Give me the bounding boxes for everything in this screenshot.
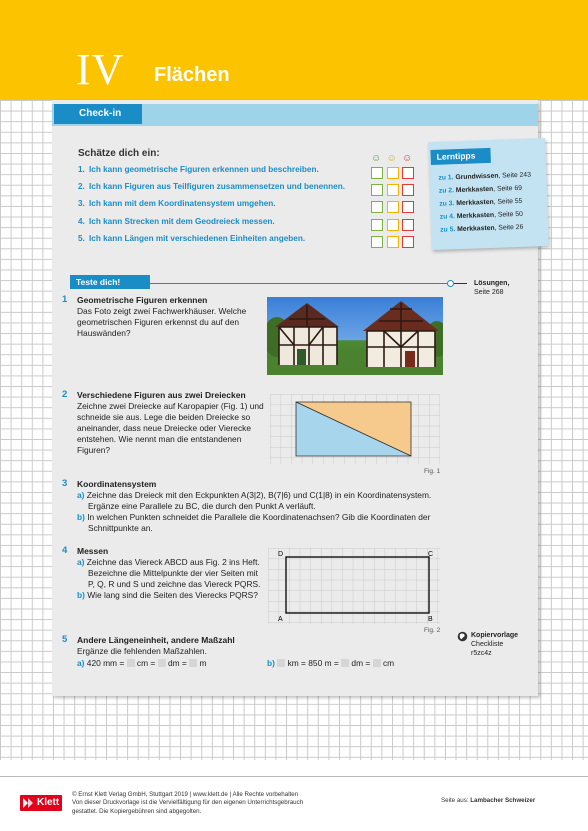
figure-2-quadrilateral	[268, 548, 440, 624]
smiley-happy-icon: ☺	[371, 153, 382, 164]
checklist-item: 1. Ich kann geometrische Figuren erkennen und beschreiben.	[78, 165, 319, 174]
footer-copyright: © Ernst Klett Verlag GmbH, Stuttgart 2019 | www.klett.de | Alle Rechte vorbehalten Von dieser Druckvorlage ist die Vervielfältigung für den eigenen Unterrichtsgebrauch gestattet. Die Kopiergebühren sind abgegolten.	[72, 791, 304, 815]
checkbox-medium[interactable]	[387, 201, 399, 213]
klett-logo: Klett	[20, 795, 62, 811]
checklist-item: 5. Ich kann Längen mit verschiedenen Einheiten angeben.	[78, 233, 306, 243]
checkbox-good[interactable]	[371, 201, 383, 213]
tip-item: zu 2. Merkkasten, Seite 69	[438, 184, 523, 195]
checklist-item: 3. Ich kann mit dem Koordinatensystem umgehen.	[78, 199, 276, 209]
assessment-checkboxes	[371, 166, 418, 252]
blank-box[interactable]	[158, 659, 166, 667]
task-3-title: Koordinatensystem	[77, 479, 157, 489]
figure-1-triangles	[270, 394, 440, 464]
checkbox-poor[interactable]	[402, 219, 414, 231]
rule-tick	[454, 283, 467, 284]
blank-box[interactable]	[373, 659, 381, 667]
smiley-sad-icon: ☺	[402, 153, 413, 164]
tip-item: zu 5. Merkkasten, Seite 26	[440, 223, 524, 234]
corner-d-label: D	[278, 551, 284, 558]
self-assessment-list	[78, 165, 345, 251]
checkbox-medium[interactable]	[387, 236, 399, 248]
lerntipps-card	[428, 138, 549, 250]
blank-box[interactable]	[189, 659, 197, 667]
task-5-text: Ergänze die fehlenden Maßzahlen.	[77, 646, 207, 656]
task-5-number: 5	[62, 634, 68, 645]
task-1-text: Das Foto zeigt zwei Fachwerkhäuser. Welche geometrischen Figuren erkennst du auf den Hauswänden?	[77, 306, 247, 338]
task-4-title: Messen	[77, 546, 109, 556]
checkbox-good[interactable]	[371, 236, 383, 248]
task-3-number: 3	[62, 478, 68, 489]
task-1-number: 1	[62, 294, 68, 305]
checkbox-good[interactable]	[371, 219, 383, 231]
blank-box[interactable]	[127, 659, 135, 667]
chapter-number: IV	[76, 45, 125, 94]
footer-source: Seite aus: Lambacher Schweizer	[441, 797, 536, 804]
corner-c-label: C	[428, 551, 434, 558]
solutions-reference: Lösungen, Seite 268	[474, 280, 510, 296]
estimate-title: Schätze dich ein:	[78, 148, 160, 159]
rule-end-circle-icon	[447, 280, 454, 287]
checkbox-medium[interactable]	[387, 184, 399, 196]
teste-dich-rule	[150, 283, 448, 284]
lerntipps-title: Lerntipps	[430, 148, 490, 165]
checkbox-poor[interactable]	[402, 167, 414, 179]
task-3-subtasks: a) Zeichne das Dreieck mit den Eckpunkten A(3|2), B(7|6) und C(1|8) in ein Koordinatensystem. Ergänze eine Parallele zu BC, die durch den Punkt A verläuft. b) In welchen Punkten schneidet die Parallele die Koordinatenachsen? Gib die Koordinaten der Schnittpunkte an.	[77, 490, 432, 533]
figure-1-caption: Fig. 1	[424, 468, 441, 475]
checkbox-medium[interactable]	[387, 167, 399, 179]
task-2-number: 2	[62, 389, 68, 400]
task-4-subtasks: a) Zeichne das Viereck ABCD aus Fig. 2 ins Heft. Bezeichne die Mittelpunkte der vier Seiten mit P, Q, R und S und zeichne das Viereck PQRS. b) Wie lang sind die Seiten des Vierecks PQRS?	[77, 557, 261, 600]
half-timbered-houses-photo	[267, 297, 443, 375]
corner-b-label: B	[428, 616, 433, 623]
task-1-title: Geometrische Figuren erkennen	[77, 295, 208, 305]
checkbox-good[interactable]	[371, 167, 383, 179]
chapter-title: Flächen	[154, 64, 230, 86]
task-2-text: Zeichne zwei Dreiecke auf Karopapier (Fig. 1) und schneide sie aus. Lege die beiden Dreiecke so aneinander, dass neue Dreiecke oder Vierecke entstehen. Wie nennt man die entstandenen Figuren?	[77, 401, 264, 455]
checklist-item: 2. Ich kann Figuren aus Teilfiguren zusammensetzen und benennen.	[78, 182, 345, 192]
checkbox-medium[interactable]	[387, 219, 399, 231]
tip-item: zu 4. Merkkasten, Seite 50	[439, 210, 523, 221]
checkbox-poor[interactable]	[402, 184, 414, 196]
smiley-row	[371, 148, 418, 166]
task-2-title: Verschiedene Figuren aus zwei Dreiecken	[77, 390, 246, 400]
kopiervorlage-reference[interactable]: Kopiervorlage Checkliste r5zc4z	[457, 631, 518, 658]
figure-2-caption: Fig. 2	[424, 627, 441, 634]
tip-item: zu 1. Grundwissen, Seite 243	[438, 171, 532, 182]
tip-item: zu 3. Merkkasten, Seite 55	[439, 197, 523, 208]
blank-box[interactable]	[341, 659, 349, 667]
checkbox-poor[interactable]	[402, 236, 414, 248]
checkin-label: Check-in	[54, 104, 142, 124]
blank-box[interactable]	[277, 659, 285, 667]
corner-a-label: A	[278, 616, 283, 623]
footer-divider	[0, 776, 588, 777]
task-4-number: 4	[62, 545, 68, 556]
teste-dich-label: Teste dich!	[70, 275, 150, 289]
task-5-title: Andere Längeneinheit, andere Maßzahl	[77, 635, 235, 645]
globe-icon	[457, 631, 468, 642]
checkbox-poor[interactable]	[402, 201, 414, 213]
task-5-a: a) 420 mm = cm = dm = m	[77, 658, 207, 668]
checklist-item: 4. Ich kann Strecken mit dem Geodreieck messen.	[78, 216, 275, 226]
checkbox-good[interactable]	[371, 184, 383, 196]
klett-mark-icon	[23, 798, 34, 808]
smiley-neutral-icon: ☺	[386, 153, 397, 164]
task-5-b: b) km = 850 m = dm = cm	[267, 658, 395, 668]
